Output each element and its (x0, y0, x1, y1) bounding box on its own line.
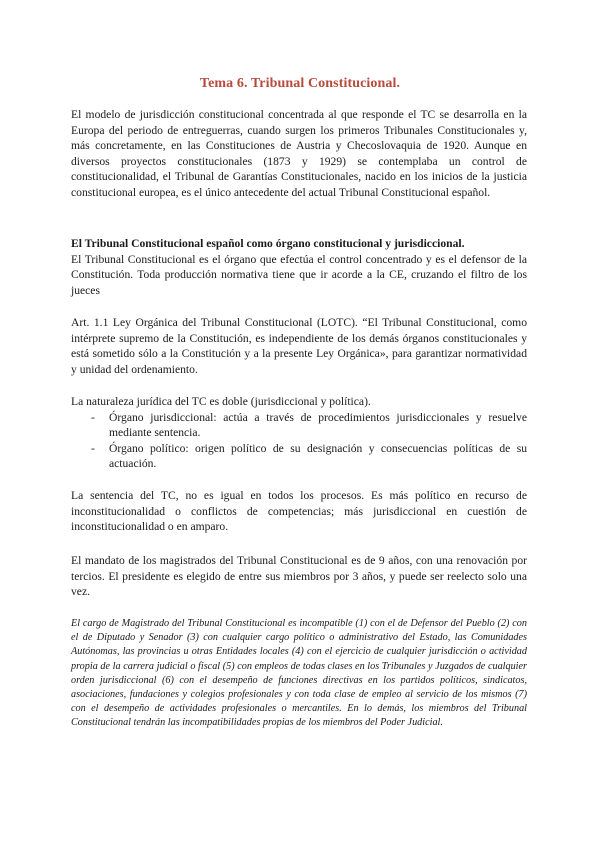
section-heading: El Tribunal Constitucional español como órgano constitucional y jurisdiccional. (71, 237, 465, 250)
page-title: Tema 6. Tribunal Constitucional. (199, 76, 401, 91)
list-item-text: Órgano jurisdiccional: actúa a través de procedimientos jurisdiccionales y resuelve mediante sentencia. (109, 410, 527, 440)
list-item (71, 441, 527, 472)
incompatibility-paragraph: El cargo de Magistrado del Tribunal Constitucional es incompatible (1) con el de Defensor del Pueblo (2) con el de Diputado y Senador (3) con cualquier cargo político o administrativo del Estado, las Comunidades Autónomas, las provincias u otras Entidades locales (4) con el ejercicio de cualquier jurisdicción o actividad propia de la carrera judicial o fiscal (5) con empleos de todas clases en los Tribunales y Juzgados de cualquier orden jurisdiccional (6) con el desempeño de funciones directivas en los partidos políticos, sindicatos, asociaciones, fundaciones y colegios profesionales y con toda clase de empleo al servicio de los mismos (7) con el desempeño de actividades profesionales o mercantiles. En lo demás, los miembros del Tribunal Constitucional tendrán las incompatibilidades propias de los miembros del Poder Judicial. (71, 618, 527, 729)
nature-section (71, 394, 527, 472)
list-item (71, 410, 527, 441)
nature-list (71, 410, 527, 472)
lotc-paragraph: Art. 1.1 Ley Orgánica del Tribunal Constitucional (LOTC). “El Tribunal Constitucional, como intérprete supremo de la Constitución, es independiente de los demás órganos constitucionales y está sometido sólo a la Constitución y a la presente Ley Orgánica», para garantizar normatividad y unidad del ordenamiento. (71, 316, 527, 376)
list-item-text: Órgano político: origen político de su designación y consecuencias políticas de su actuación. (109, 441, 527, 471)
section (71, 236, 527, 298)
section-paragraph: El Tribunal Constitucional es el órgano que efectúa el control concentrado y es el defensor de la Constitución. Toda producción normativa tiene que ir acorde a la CE, cruzando el filtro de los jueces (71, 252, 527, 297)
mandate-paragraph: El mandato de los magistrados del Tribunal Constitucional es de 9 años, con una renovación por tercios. El presidente es elegido de entre sus miembros por 3 años, y puede ser reelecto solo una vez. (71, 554, 527, 599)
nature-intro: La naturaleza jurídica del TC es doble (jurisdiccional y política). (71, 395, 371, 408)
list-dash: - (91, 410, 95, 424)
list-dash: - (91, 441, 95, 455)
intro-paragraph: El modelo de jurisdicción constitucional concentrada al que responde el TC se desarrolla en la Europa del periodo de entreguerras, cuando surgen los primeros Tribunales Constitucionales y, más concretamente, en las Constituciones de Austria y Checoslovaquia de 1920. Aunque en diversos proyectos constitucionales (1873 y 1929) se contemplaba un control de constitucionalidad, el Tribunal de Garantías Constitucionales, nacido en los inicios de la justicia constitucional europea, es el único antecedente del actual Tribunal Constitucional español. (71, 108, 527, 199)
sentence-paragraph: La sentencia del TC, no es igual en todos los procesos. Es más político en recurso de inconstitucionalidad o conflictos de competencias; más jurisdiccional en cuestión de inconstitucionalidad o en amparo. (71, 489, 527, 534)
